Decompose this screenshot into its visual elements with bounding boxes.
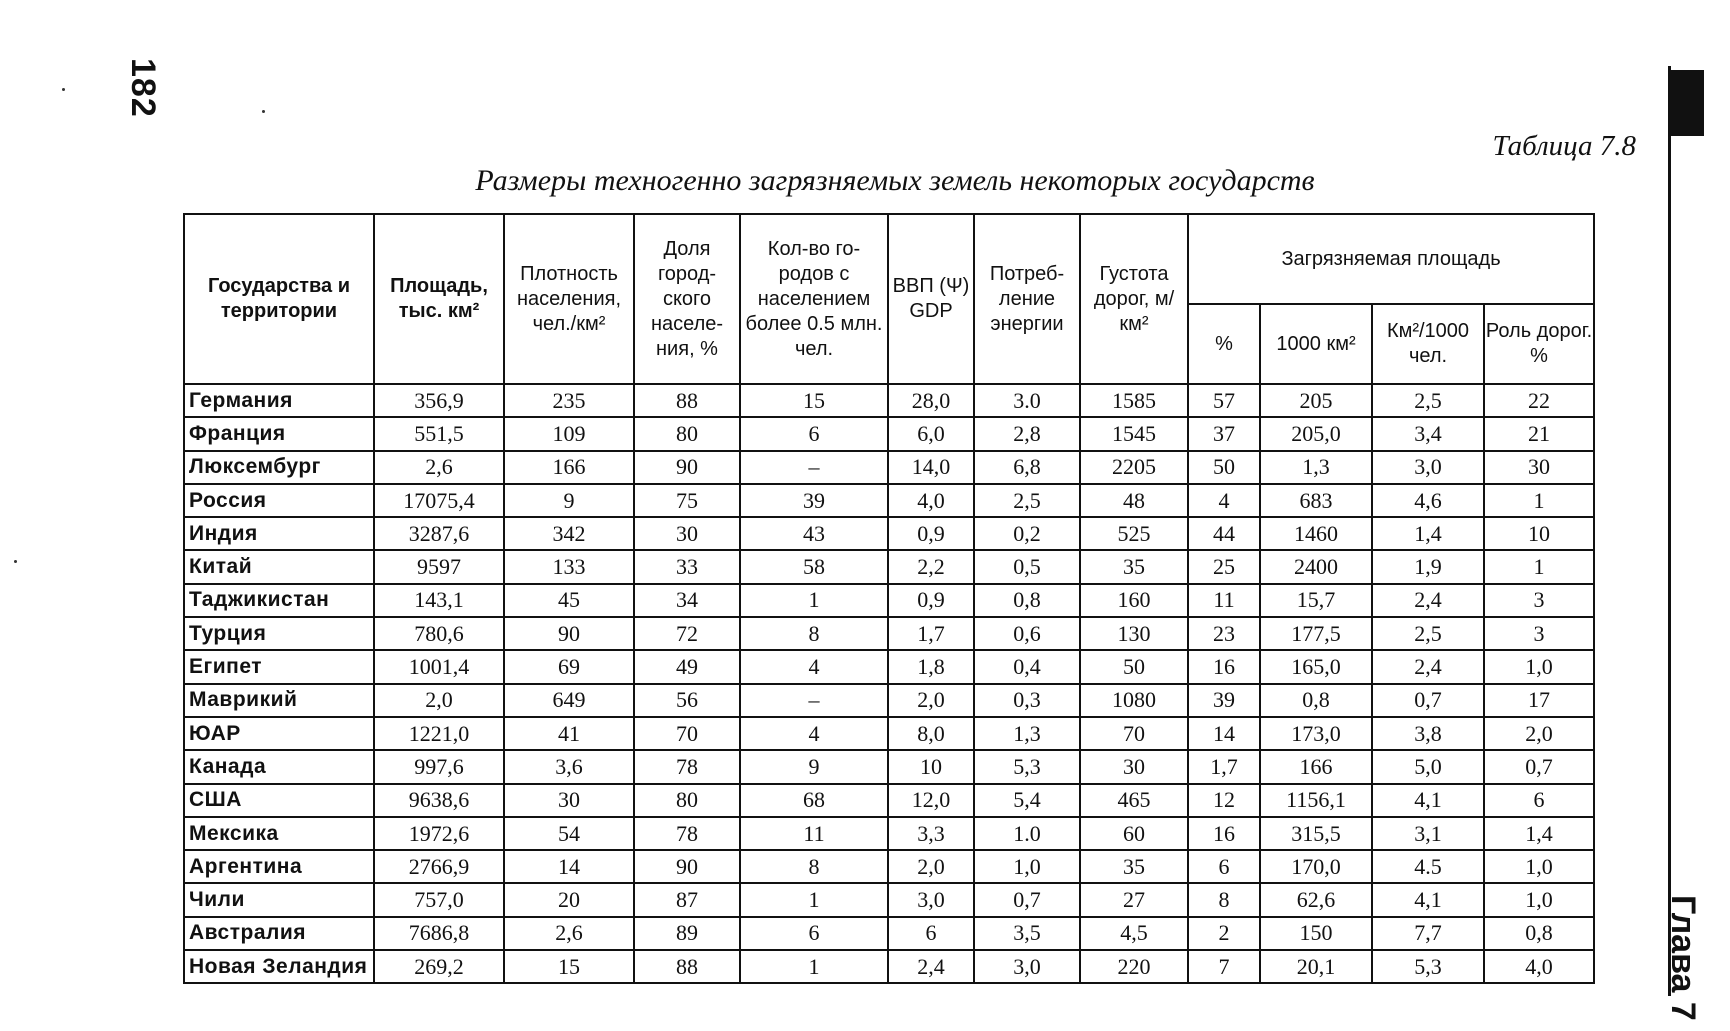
- cell-density: 133: [504, 550, 634, 583]
- cell-area: 551,5: [374, 417, 504, 450]
- cell-urban: 34: [634, 584, 740, 617]
- cell-urban: 30: [634, 517, 740, 550]
- cell-density: 14: [504, 850, 634, 883]
- cell-country: Чили: [184, 883, 374, 916]
- cell-area: 9638,6: [374, 784, 504, 817]
- cell-density: 90: [504, 617, 634, 650]
- cell-gdp: 2,0: [888, 684, 974, 717]
- cell-polluted-1000km: 173,0: [1260, 717, 1372, 750]
- cell-area: 780,6: [374, 617, 504, 650]
- cell-area: 1972,6: [374, 817, 504, 850]
- cell-polluted-1000km: 1156,1: [1260, 784, 1372, 817]
- cell-density: 235: [504, 384, 634, 417]
- cell-urban: 75: [634, 484, 740, 517]
- cell-country: Турция: [184, 617, 374, 650]
- cell-country: Индия: [184, 517, 374, 550]
- cell-roads-role: 1,0: [1484, 850, 1594, 883]
- header-cities: Кол-во го- родов с населением более 0.5 млн. чел.: [740, 214, 888, 384]
- cell-cities: 1: [740, 584, 888, 617]
- cell-country: Люксембург: [184, 451, 374, 484]
- cell-cities: 1: [740, 883, 888, 916]
- cell-country: Египет: [184, 650, 374, 683]
- cell-cities: 4: [740, 717, 888, 750]
- cell-energy: 1,0: [974, 850, 1080, 883]
- speck: [262, 110, 265, 113]
- cell-gdp: 14,0: [888, 451, 974, 484]
- cell-cities: 15: [740, 384, 888, 417]
- cell-cities: 39: [740, 484, 888, 517]
- cell-cities: 6: [740, 417, 888, 450]
- table-row: [184, 684, 1594, 717]
- cell-roads: 1545: [1080, 417, 1188, 450]
- cell-urban: 72: [634, 617, 740, 650]
- cell-polluted-percent: 12: [1188, 784, 1260, 817]
- cell-polluted-percent: 25: [1188, 550, 1260, 583]
- cell-polluted-1000km: 205,0: [1260, 417, 1372, 450]
- cell-roads-role: 1,4: [1484, 817, 1594, 850]
- cell-polluted-percent: 8: [1188, 883, 1260, 916]
- header-polluted-area: Загрязняемая площадь: [1188, 214, 1594, 304]
- cell-polluted-km-per-1000: 5,3: [1372, 950, 1484, 983]
- cell-cities: –: [740, 451, 888, 484]
- cell-area: 1221,0: [374, 717, 504, 750]
- cell-gdp: 4,0: [888, 484, 974, 517]
- cell-area: 356,9: [374, 384, 504, 417]
- cell-area: 757,0: [374, 883, 504, 916]
- cell-roads: 2205: [1080, 451, 1188, 484]
- cell-cities: 6: [740, 917, 888, 950]
- cell-area: 269,2: [374, 950, 504, 983]
- cell-energy: 0,8: [974, 584, 1080, 617]
- speck: [14, 560, 17, 563]
- cell-roads: 60: [1080, 817, 1188, 850]
- table-row: [184, 784, 1594, 817]
- cell-country: Россия: [184, 484, 374, 517]
- cell-energy: 0,3: [974, 684, 1080, 717]
- cell-density: 20: [504, 883, 634, 916]
- table-number: Таблица 7.8: [1492, 130, 1636, 162]
- cell-polluted-1000km: 0,8: [1260, 684, 1372, 717]
- cell-density: 30: [504, 784, 634, 817]
- cell-country: Новая Зеландия: [184, 950, 374, 983]
- cell-area: 3287,6: [374, 517, 504, 550]
- cell-density: 342: [504, 517, 634, 550]
- cell-roads-role: 2,0: [1484, 717, 1594, 750]
- cell-polluted-km-per-1000: 4.5: [1372, 850, 1484, 883]
- cell-urban: 90: [634, 451, 740, 484]
- cell-cities: 8: [740, 617, 888, 650]
- cell-gdp: 6: [888, 917, 974, 950]
- header-km-per-1000: Км²/1000 чел.: [1372, 304, 1484, 384]
- table-row: [184, 517, 1594, 550]
- cell-roads: 525: [1080, 517, 1188, 550]
- cell-roads-role: 1,0: [1484, 650, 1594, 683]
- cell-density: 109: [504, 417, 634, 450]
- cell-roads: 1585: [1080, 384, 1188, 417]
- cell-urban: 90: [634, 850, 740, 883]
- cell-gdp: 2,4: [888, 950, 974, 983]
- cell-polluted-1000km: 62,6: [1260, 883, 1372, 916]
- cell-energy: 0,4: [974, 650, 1080, 683]
- cell-energy: 0,5: [974, 550, 1080, 583]
- cell-roads: 70: [1080, 717, 1188, 750]
- cell-area: 2,6: [374, 451, 504, 484]
- cell-density: 41: [504, 717, 634, 750]
- cell-polluted-1000km: 15,7: [1260, 584, 1372, 617]
- cell-energy: 0,2: [974, 517, 1080, 550]
- cell-roads-role: 0,8: [1484, 917, 1594, 950]
- cell-country: Китай: [184, 550, 374, 583]
- cell-polluted-percent: 16: [1188, 817, 1260, 850]
- cell-polluted-km-per-1000: 2,4: [1372, 650, 1484, 683]
- cell-polluted-km-per-1000: 4,1: [1372, 883, 1484, 916]
- cell-polluted-km-per-1000: 3,4: [1372, 417, 1484, 450]
- cell-area: 143,1: [374, 584, 504, 617]
- cell-roads: 1080: [1080, 684, 1188, 717]
- header-gdp: ВВП (Ψ) GDP: [888, 214, 974, 384]
- cell-urban: 78: [634, 817, 740, 850]
- cell-energy: 5,4: [974, 784, 1080, 817]
- cell-density: 15: [504, 950, 634, 983]
- cell-polluted-1000km: 2400: [1260, 550, 1372, 583]
- table-row: [184, 650, 1594, 683]
- cell-cities: 9: [740, 750, 888, 783]
- cell-polluted-1000km: 150: [1260, 917, 1372, 950]
- cell-country: Франция: [184, 417, 374, 450]
- header-roads-role: Роль дорог. %: [1484, 304, 1594, 384]
- cell-cities: 68: [740, 784, 888, 817]
- cell-country: Германия: [184, 384, 374, 417]
- cell-roads: 27: [1080, 883, 1188, 916]
- cell-polluted-km-per-1000: 3,8: [1372, 717, 1484, 750]
- cell-polluted-1000km: 1,3: [1260, 451, 1372, 484]
- cell-energy: 2,8: [974, 417, 1080, 450]
- speck: [62, 88, 65, 91]
- cell-energy: 3.0: [974, 384, 1080, 417]
- cell-density: 9: [504, 484, 634, 517]
- table-row: [184, 451, 1594, 484]
- cell-urban: 88: [634, 384, 740, 417]
- table-row: [184, 550, 1594, 583]
- chapter-label: Глава 7: [1664, 895, 1702, 1021]
- cell-polluted-percent: 50: [1188, 451, 1260, 484]
- cell-gdp: 8,0: [888, 717, 974, 750]
- cell-country: ЮАР: [184, 717, 374, 750]
- cell-energy: 3,5: [974, 917, 1080, 950]
- table-row: [184, 817, 1594, 850]
- cell-energy: 1,3: [974, 717, 1080, 750]
- data-table: [183, 213, 1595, 984]
- cell-gdp: 10: [888, 750, 974, 783]
- cell-gdp: 2,2: [888, 550, 974, 583]
- cell-polluted-percent: 11: [1188, 584, 1260, 617]
- cell-polluted-km-per-1000: 0,7: [1372, 684, 1484, 717]
- cell-polluted-percent: 39: [1188, 684, 1260, 717]
- cell-density: 649: [504, 684, 634, 717]
- cell-country: Аргентина: [184, 850, 374, 883]
- cell-polluted-percent: 44: [1188, 517, 1260, 550]
- cell-urban: 49: [634, 650, 740, 683]
- cell-cities: 4: [740, 650, 888, 683]
- cell-urban: 87: [634, 883, 740, 916]
- cell-roads-role: 3: [1484, 584, 1594, 617]
- margin-tab-marker: [1668, 70, 1704, 136]
- header-roads: Густота дорог, м/км²: [1080, 214, 1188, 384]
- cell-roads-role: 10: [1484, 517, 1594, 550]
- header-urban: Доля город- ского населе- ния, %: [634, 214, 740, 384]
- cell-polluted-km-per-1000: 3,1: [1372, 817, 1484, 850]
- cell-polluted-1000km: 683: [1260, 484, 1372, 517]
- table-row: [184, 950, 1594, 983]
- table-title: Размеры техногенно загрязняемых земель некоторых государств: [475, 164, 1315, 197]
- header-energy: Потреб- ление энергии: [974, 214, 1080, 384]
- cell-polluted-percent: 23: [1188, 617, 1260, 650]
- cell-area: 7686,8: [374, 917, 504, 950]
- cell-density: 69: [504, 650, 634, 683]
- cell-roads: 130: [1080, 617, 1188, 650]
- cell-polluted-1000km: 166: [1260, 750, 1372, 783]
- cell-gdp: 1,8: [888, 650, 974, 683]
- cell-urban: 88: [634, 950, 740, 983]
- cell-area: 997,6: [374, 750, 504, 783]
- cell-density: 166: [504, 451, 634, 484]
- cell-polluted-1000km: 1460: [1260, 517, 1372, 550]
- cell-polluted-percent: 1,7: [1188, 750, 1260, 783]
- cell-gdp: 0,9: [888, 517, 974, 550]
- cell-roads: 220: [1080, 950, 1188, 983]
- cell-energy: 0,6: [974, 617, 1080, 650]
- table-row: [184, 750, 1594, 783]
- cell-energy: 0,7: [974, 883, 1080, 916]
- cell-roads-role: 4,0: [1484, 950, 1594, 983]
- header-1000km: 1000 км²: [1260, 304, 1372, 384]
- table-row: [184, 484, 1594, 517]
- page-number: 182: [124, 58, 162, 118]
- cell-polluted-km-per-1000: 7,7: [1372, 917, 1484, 950]
- cell-roads-role: 1: [1484, 550, 1594, 583]
- cell-roads: 35: [1080, 850, 1188, 883]
- table-row: [184, 617, 1594, 650]
- cell-urban: 89: [634, 917, 740, 950]
- cell-roads-role: 0,7: [1484, 750, 1594, 783]
- cell-urban: 56: [634, 684, 740, 717]
- table-row: [184, 883, 1594, 916]
- cell-roads-role: 1: [1484, 484, 1594, 517]
- cell-polluted-percent: 16: [1188, 650, 1260, 683]
- table-body: [184, 384, 1594, 983]
- cell-gdp: 12,0: [888, 784, 974, 817]
- cell-polluted-1000km: 170,0: [1260, 850, 1372, 883]
- cell-cities: 58: [740, 550, 888, 583]
- cell-cities: 43: [740, 517, 888, 550]
- cell-energy: 5,3: [974, 750, 1080, 783]
- cell-polluted-km-per-1000: 4,1: [1372, 784, 1484, 817]
- cell-roads-role: 17: [1484, 684, 1594, 717]
- cell-roads-role: 3: [1484, 617, 1594, 650]
- cell-polluted-percent: 2: [1188, 917, 1260, 950]
- cell-cities: 8: [740, 850, 888, 883]
- cell-area: 2,0: [374, 684, 504, 717]
- cell-polluted-percent: 57: [1188, 384, 1260, 417]
- margin-rule: [1668, 66, 1671, 996]
- table-row: [184, 717, 1594, 750]
- cell-polluted-km-per-1000: 1,4: [1372, 517, 1484, 550]
- cell-country: Таджикистан: [184, 584, 374, 617]
- header-density: Плотность населения, чел./км²: [504, 214, 634, 384]
- cell-roads: 465: [1080, 784, 1188, 817]
- table-row: [184, 584, 1594, 617]
- cell-polluted-km-per-1000: 5,0: [1372, 750, 1484, 783]
- cell-country: Канада: [184, 750, 374, 783]
- cell-density: 3,6: [504, 750, 634, 783]
- cell-polluted-km-per-1000: 3,0: [1372, 451, 1484, 484]
- cell-urban: 33: [634, 550, 740, 583]
- cell-roads: 48: [1080, 484, 1188, 517]
- cell-roads: 30: [1080, 750, 1188, 783]
- cell-polluted-1000km: 20,1: [1260, 950, 1372, 983]
- cell-density: 45: [504, 584, 634, 617]
- cell-roads: 35: [1080, 550, 1188, 583]
- cell-polluted-1000km: 315,5: [1260, 817, 1372, 850]
- cell-gdp: 2,0: [888, 850, 974, 883]
- header-area: Площадь, тыс. км²: [374, 214, 504, 384]
- cell-urban: 70: [634, 717, 740, 750]
- cell-polluted-km-per-1000: 1,9: [1372, 550, 1484, 583]
- cell-energy: 3,0: [974, 950, 1080, 983]
- cell-country: США: [184, 784, 374, 817]
- cell-cities: 1: [740, 950, 888, 983]
- cell-cities: 11: [740, 817, 888, 850]
- cell-polluted-percent: 6: [1188, 850, 1260, 883]
- table-row: [184, 850, 1594, 883]
- cell-polluted-1000km: 177,5: [1260, 617, 1372, 650]
- cell-polluted-km-per-1000: 2,4: [1372, 584, 1484, 617]
- cell-roads: 50: [1080, 650, 1188, 683]
- cell-area: 17075,4: [374, 484, 504, 517]
- cell-urban: 80: [634, 417, 740, 450]
- cell-area: 9597: [374, 550, 504, 583]
- cell-energy: 6,8: [974, 451, 1080, 484]
- cell-roads-role: 21: [1484, 417, 1594, 450]
- cell-polluted-percent: 14: [1188, 717, 1260, 750]
- cell-polluted-1000km: 205: [1260, 384, 1372, 417]
- table-row: [184, 384, 1594, 417]
- cell-cities: –: [740, 684, 888, 717]
- cell-polluted-km-per-1000: 4,6: [1372, 484, 1484, 517]
- header-percent: %: [1188, 304, 1260, 384]
- cell-gdp: 0,9: [888, 584, 974, 617]
- cell-country: Маврикий: [184, 684, 374, 717]
- cell-country: Мексика: [184, 817, 374, 850]
- cell-polluted-percent: 4: [1188, 484, 1260, 517]
- cell-polluted-km-per-1000: 2,5: [1372, 384, 1484, 417]
- cell-gdp: 3,0: [888, 883, 974, 916]
- cell-roads-role: 1,0: [1484, 883, 1594, 916]
- cell-roads: 160: [1080, 584, 1188, 617]
- cell-urban: 78: [634, 750, 740, 783]
- cell-density: 2,6: [504, 917, 634, 950]
- cell-gdp: 6,0: [888, 417, 974, 450]
- cell-roads-role: 22: [1484, 384, 1594, 417]
- table-row: [184, 917, 1594, 950]
- cell-country: Австралия: [184, 917, 374, 950]
- cell-energy: 2,5: [974, 484, 1080, 517]
- cell-area: 2766,9: [374, 850, 504, 883]
- cell-polluted-percent: 7: [1188, 950, 1260, 983]
- cell-polluted-1000km: 165,0: [1260, 650, 1372, 683]
- table-row: [184, 417, 1594, 450]
- cell-density: 54: [504, 817, 634, 850]
- header-country: Государства и территории: [184, 214, 374, 384]
- cell-energy: 1.0: [974, 817, 1080, 850]
- cell-roads-role: 6: [1484, 784, 1594, 817]
- cell-gdp: 3,3: [888, 817, 974, 850]
- cell-polluted-km-per-1000: 2,5: [1372, 617, 1484, 650]
- cell-gdp: 28,0: [888, 384, 974, 417]
- cell-roads-role: 30: [1484, 451, 1594, 484]
- cell-roads: 4,5: [1080, 917, 1188, 950]
- cell-area: 1001,4: [374, 650, 504, 683]
- cell-urban: 80: [634, 784, 740, 817]
- cell-polluted-percent: 37: [1188, 417, 1260, 450]
- cell-gdp: 1,7: [888, 617, 974, 650]
